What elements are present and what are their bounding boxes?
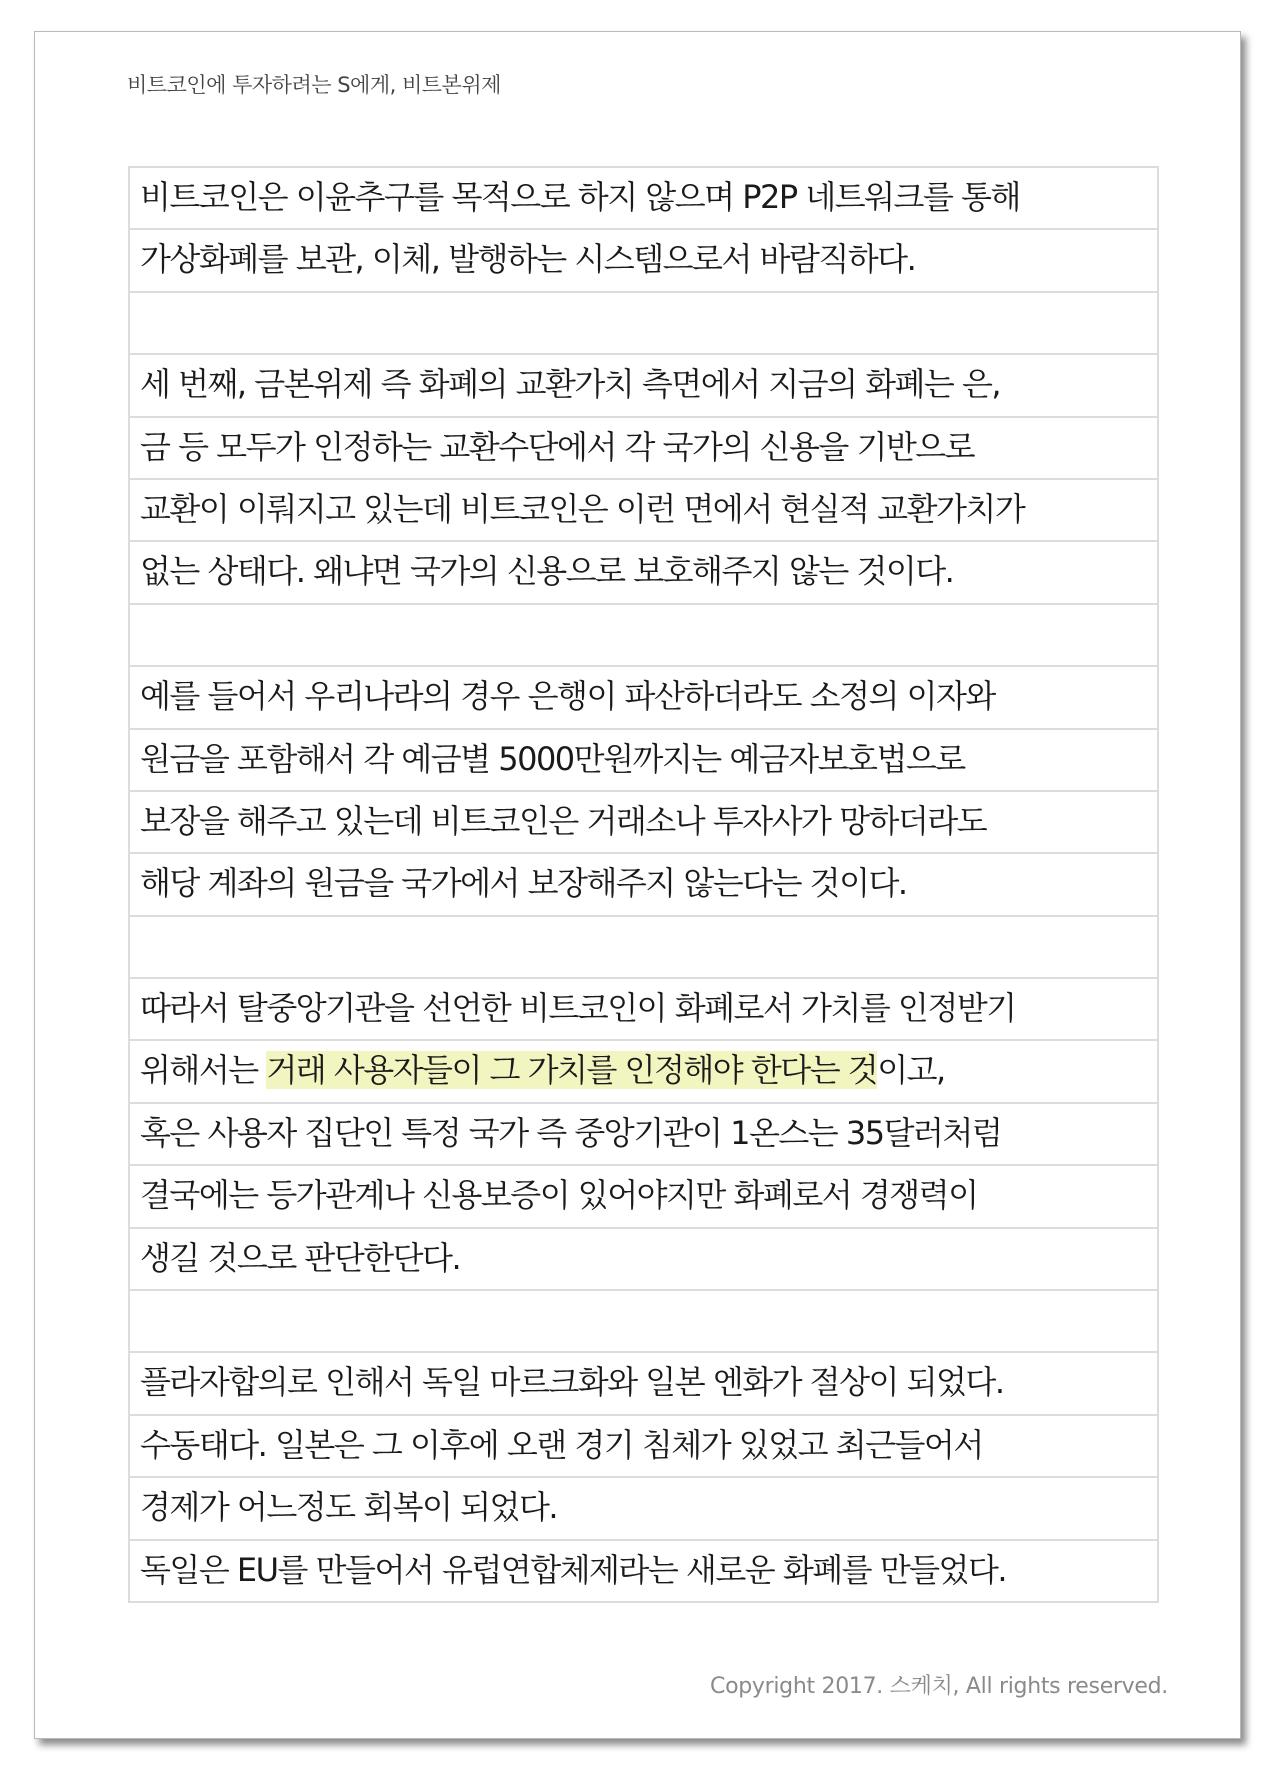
text-line <box>130 355 1157 417</box>
line-text: 결국에는 등가관계나 신용보증이 있어야지만 화폐로서 경쟁력이 <box>140 1176 978 1215</box>
line-text: 없는 상태다. 왜냐면 국가의 신용으로 보호해주지 않는 것이다. <box>140 552 954 591</box>
text-line <box>130 1166 1157 1228</box>
text-line <box>130 667 1157 729</box>
line-text: 가상화폐를 보관, 이체, 발행하는 시스템으로서 바람직하다. <box>140 240 916 279</box>
line-text: 플라자합의로 인해서 독일 마르크화와 일본 엔화가 절상이 되었다. <box>140 1363 1004 1402</box>
line-text: 경제가 어느정도 회복이 되었다. <box>140 1488 558 1527</box>
blank-line <box>130 293 1157 355</box>
line-text: 위해서는 <box>140 1051 267 1090</box>
text-line <box>130 730 1157 792</box>
line-text: 생길 것으로 판단한단다. <box>140 1238 461 1277</box>
text-line <box>130 1041 1157 1103</box>
text-line <box>130 1229 1157 1291</box>
text-line <box>130 1541 1157 1603</box>
line-text: 혹은 사용자 집단인 특정 국가 즉 중앙기관이 1온스는 35달러처럼 <box>140 1113 1002 1152</box>
line-text: 비트코인은 이윤추구를 목적으로 하지 않으며 P2P 네트워크를 통해 <box>140 178 1020 216</box>
line-text: 원금을 포함해서 각 예금별 5000만원까지는 예금자보호법으로 <box>140 739 965 778</box>
page-header-title: 비트코인에 투자하려는 S에게, 비트본위제 <box>127 73 501 97</box>
text-line <box>130 1353 1157 1415</box>
line-text: 금 등 모두가 인정하는 교환수단에서 각 국가의 신용을 기반으로 <box>140 427 975 466</box>
text-line <box>130 1478 1157 1540</box>
line-text: 보장을 해주고 있는데 비트코인은 거래소나 투자사가 망하더라도 <box>140 801 987 840</box>
text-line <box>130 1416 1157 1478</box>
text-line <box>130 792 1157 854</box>
text-line <box>130 168 1157 230</box>
text-line <box>130 854 1157 916</box>
line-text: 이고, <box>877 1051 945 1090</box>
blank-line <box>130 1291 1157 1353</box>
line-text: 해당 계좌의 원금을 국가에서 보장해주지 않는다는 것이다. <box>140 864 907 903</box>
text-line <box>130 1104 1157 1166</box>
line-text: 따라서 탈중앙기관을 선언한 비트코인이 화폐로서 가치를 인정받기 <box>140 989 1016 1028</box>
text-line <box>130 542 1157 604</box>
line-text: 예를 들어서 우리나라의 경우 은행이 파산하더라도 소정의 이자와 <box>140 677 995 716</box>
text-line <box>130 480 1157 542</box>
line-text: 교환이 이뤄지고 있는데 비트코인은 이런 면에서 현실적 교환가치가 <box>140 489 1025 528</box>
line-text: 세 번째, 금본위제 즉 화폐의 교환가치 측면에서 지금의 화폐는 은, <box>140 365 1001 404</box>
line-text: 수동태다. 일본은 그 이후에 오랜 경기 침체가 있었고 최근들어서 <box>140 1425 983 1464</box>
text-line <box>130 230 1157 292</box>
document-page <box>34 31 1241 1739</box>
copyright-notice: Copyright 2017. 스케치, All rights reserved. <box>710 1674 1168 1699</box>
blank-line <box>130 605 1157 667</box>
text-line <box>130 979 1157 1041</box>
text-line <box>130 418 1157 480</box>
lined-text-body <box>128 166 1159 1603</box>
line-text: 독일은 EU를 만들어서 유럽연합체제라는 새로운 화폐를 만들었다. <box>140 1550 1007 1589</box>
blank-line <box>130 917 1157 979</box>
highlighted-text: 거래 사용자들이 그 가치를 인정해야 한다는 것 <box>266 1051 878 1090</box>
